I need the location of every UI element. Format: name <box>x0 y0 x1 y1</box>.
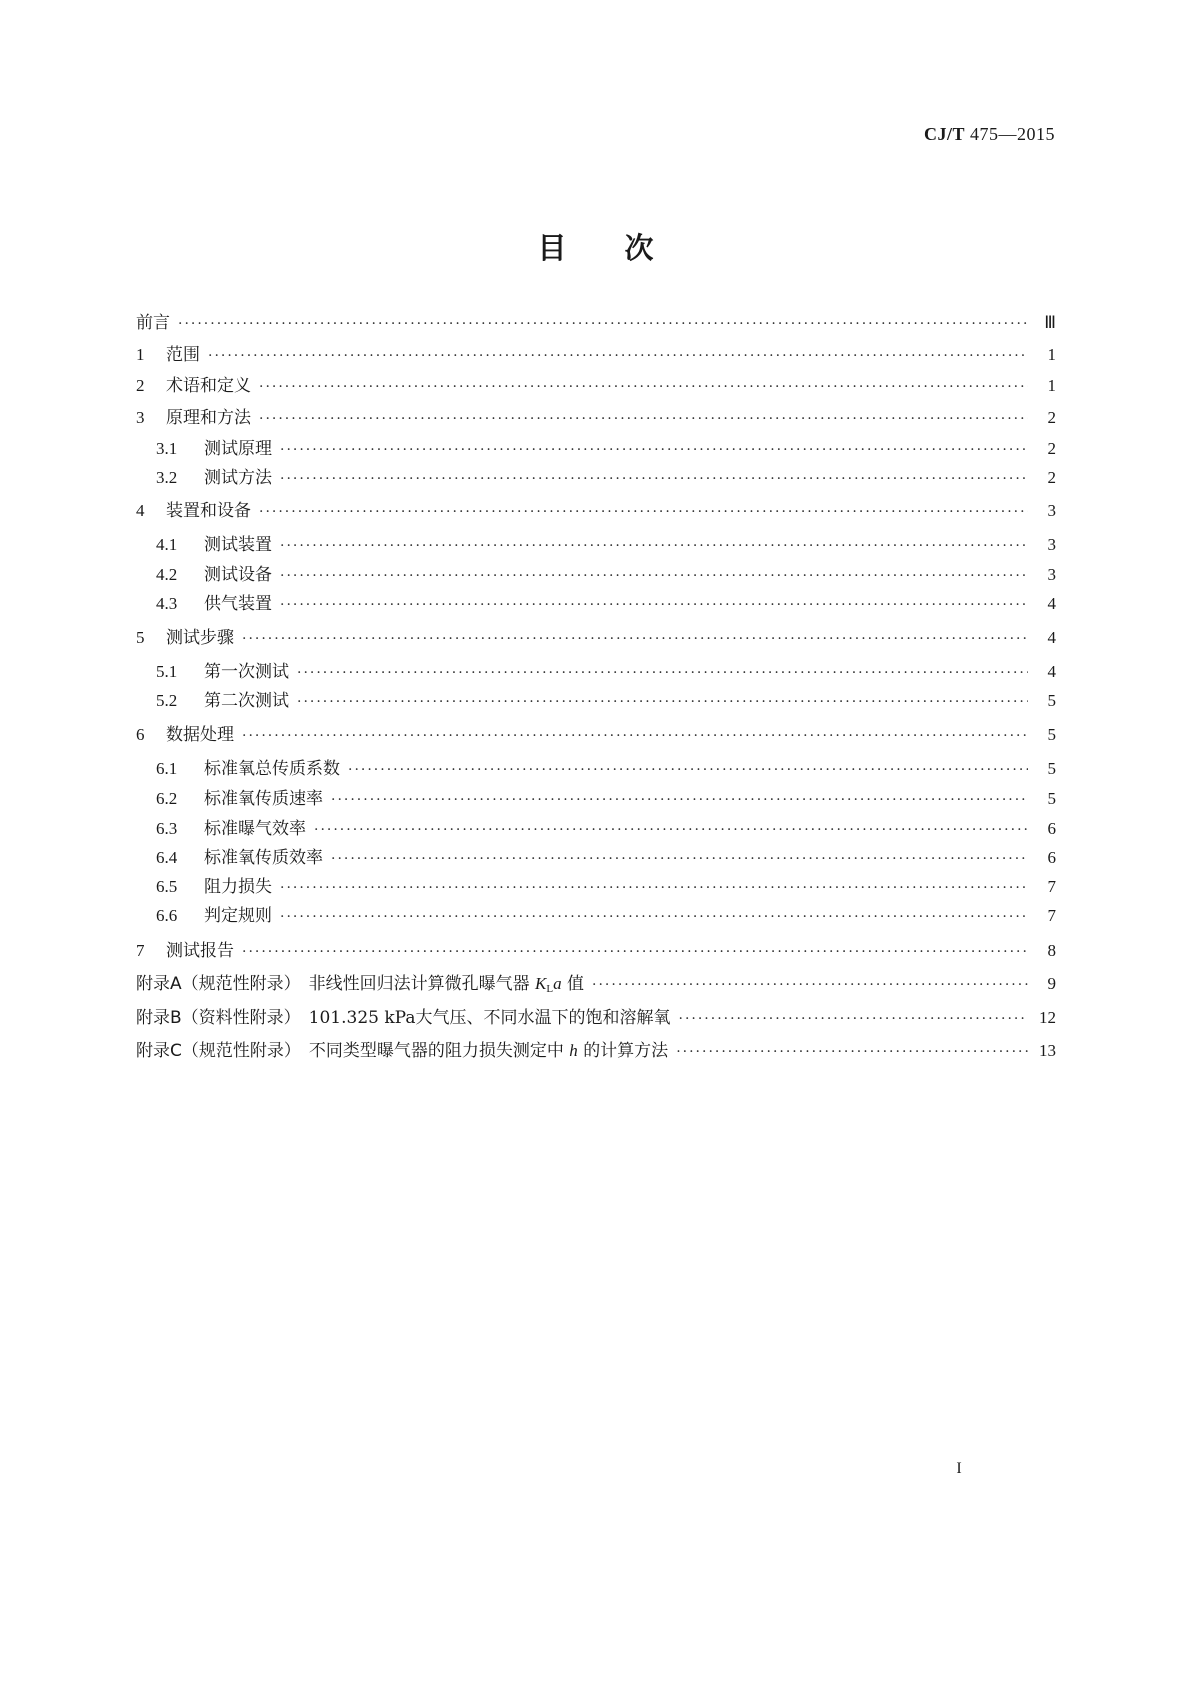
toc-entry-page: 7 <box>1047 906 1056 925</box>
toc-entry-5[interactable] <box>136 625 1056 651</box>
toc-entry-title: 标准氧总传质系数 <box>204 759 340 779</box>
toc-entry-page: 13 <box>1039 1041 1056 1060</box>
toc-entry-number: 4.3 <box>156 594 178 613</box>
toc-entry-number: 1 <box>136 345 145 364</box>
toc-entry-7[interactable] <box>136 938 1056 964</box>
toc-entry-page: 4 <box>1047 662 1056 681</box>
toc-leader-dots <box>280 563 1028 589</box>
toc-entry-page: 4 <box>1047 628 1056 647</box>
symbol-a: a <box>553 974 562 993</box>
toc-entry-1[interactable] <box>136 342 1056 368</box>
toc-leader-dots <box>280 466 1028 492</box>
standard-prefix: CJ/T <box>923 124 965 144</box>
toc-leader-dots <box>314 817 1028 843</box>
toc-entry-number: 3.1 <box>156 439 178 458</box>
toc-entry-title: 测试步骤 <box>166 628 234 648</box>
toc-entry-title: 标准曝气效率 <box>204 819 306 839</box>
toc-entry-title: 标准氧传质效率 <box>204 848 323 868</box>
toc-leader-dots <box>280 437 1028 463</box>
toc-entry-title: 范围 <box>166 345 200 365</box>
toc-entry-page: 8 <box>1047 941 1056 960</box>
toc-entry-appendix-c[interactable] <box>136 1038 1056 1064</box>
toc-entry-page: 3 <box>1047 565 1056 584</box>
toc-entry-title: 术语和定义 <box>166 376 251 396</box>
toc-entry-3-1[interactable] <box>156 436 1056 462</box>
toc-entry-preface[interactable] <box>136 310 1056 336</box>
toc-leader-dots <box>242 723 1028 749</box>
appendix-title <box>309 1038 676 1064</box>
toc-entry-title: 前言 <box>136 313 170 333</box>
toc-leader-dots <box>297 689 1028 715</box>
appendix-label: 附录B（资料性附录） <box>136 1008 301 1028</box>
toc-entry-4[interactable] <box>136 498 1056 524</box>
toc-leader-dots <box>259 406 1028 432</box>
toc-entry-title: 第二次测试 <box>204 691 289 711</box>
toc-entry-number: 6.5 <box>156 877 178 896</box>
toc-leader-dots <box>331 846 1028 872</box>
toc-entry-6-6[interactable] <box>156 903 1056 929</box>
toc-leader-dots <box>259 374 1028 400</box>
toc-entry-6-1[interactable] <box>156 756 1056 782</box>
toc-entry-page: 5 <box>1047 789 1056 808</box>
toc-entry-page: 3 <box>1047 535 1056 554</box>
toc-entry-title: 标准氧传质速率 <box>204 789 323 809</box>
toc-entry-3-2[interactable] <box>156 465 1056 491</box>
toc-entry-page: 6 <box>1047 819 1056 838</box>
appendix-title: 101.325 kPa大气压、不同水温下的饱和溶解氧 <box>308 1008 671 1028</box>
toc-entry-appendix-a[interactable] <box>136 971 1056 997</box>
toc-entry-6-4[interactable] <box>156 845 1056 871</box>
toc-entry-page: 4 <box>1047 594 1056 613</box>
toc-leader-dots <box>242 939 1028 965</box>
toc-leader-dots <box>208 343 1028 369</box>
symbol-sub-l: L <box>546 983 554 995</box>
toc-entry-2[interactable] <box>136 373 1056 399</box>
page-number: I <box>956 1460 962 1477</box>
toc-entry-page: 6 <box>1047 848 1056 867</box>
toc-entry-page: 12 <box>1039 1008 1056 1027</box>
toc-entry-5-2[interactable] <box>156 688 1056 714</box>
standard-number: 475—2015 <box>970 124 1055 144</box>
toc-entry-title: 第一次测试 <box>204 662 289 682</box>
toc-entry-page: 7 <box>1047 877 1056 896</box>
toc-entry-number: 4.2 <box>156 565 178 584</box>
toc-entry-number: 3 <box>136 408 145 427</box>
appendix-label: 附录A（规范性附录） <box>136 974 301 994</box>
toc-entry-4-1[interactable] <box>156 532 1056 558</box>
toc-entry-number: 7 <box>136 941 145 960</box>
toc-leader-dots <box>297 660 1028 686</box>
appendix-label: 附录C（规范性附录） <box>136 1041 301 1061</box>
toc-entry-number: 5.2 <box>156 691 178 710</box>
toc-leader-dots <box>178 311 1028 337</box>
symbol-h: h <box>569 1041 578 1060</box>
toc-entry-number: 5.1 <box>156 662 178 681</box>
toc-entry-page: 2 <box>1047 439 1056 458</box>
toc-entry-5-1[interactable] <box>156 659 1056 685</box>
toc-entry-number: 2 <box>136 376 145 395</box>
toc-entry-page: Ⅲ <box>1044 313 1056 332</box>
appendix-title-end: 的计算方法 <box>583 1041 669 1061</box>
standard-code <box>924 124 1055 145</box>
toc-leader-dots <box>348 757 1028 783</box>
toc-leader-dots <box>280 533 1028 559</box>
toc-entry-page: 1 <box>1047 376 1056 395</box>
toc-entry-title: 测试装置 <box>204 535 272 555</box>
appendix-title <box>309 971 592 1002</box>
page-title: 目次 <box>537 231 712 265</box>
toc-entry-title: 判定规则 <box>204 906 272 926</box>
toc-entry-title: 装置和设备 <box>166 501 251 521</box>
toc-entry-page: 5 <box>1047 691 1056 710</box>
toc-entry-number: 4 <box>136 501 145 520</box>
toc-entry-3[interactable] <box>136 405 1056 431</box>
toc-entry-title: 测试报告 <box>166 941 234 961</box>
toc-entry-title: 测试设备 <box>204 565 272 585</box>
toc-leader-dots <box>331 787 1028 813</box>
toc-entry-page: 5 <box>1047 725 1056 744</box>
toc-leader-dots <box>280 875 1028 901</box>
toc-entry-page: 9 <box>1047 974 1056 993</box>
toc-entry-number: 5 <box>136 628 145 647</box>
toc-entry-page: 3 <box>1047 501 1056 520</box>
toc-entry-number: 4.1 <box>156 535 178 554</box>
toc-entry-6-3[interactable] <box>156 816 1056 842</box>
toc-leader-dots <box>259 499 1028 525</box>
toc-entry-title: 测试原理 <box>204 439 272 459</box>
appendix-title-text: 非线性回归法计算微孔曝气器 <box>308 974 530 994</box>
toc-entry-page: 2 <box>1047 468 1056 487</box>
toc-entry-number: 6.6 <box>156 906 178 925</box>
toc-entry-number: 6.1 <box>156 759 178 778</box>
toc-entry-6-5[interactable] <box>156 874 1056 900</box>
toc-entry-4-3[interactable] <box>156 591 1056 617</box>
appendix-title-end: 值 <box>567 974 585 994</box>
toc-entry-4-2[interactable] <box>156 562 1056 588</box>
toc-leader-dots <box>242 626 1028 652</box>
toc-entry-6[interactable] <box>136 722 1056 748</box>
toc-entry-number: 3.2 <box>156 468 178 487</box>
toc-entry-6-2[interactable] <box>156 786 1056 812</box>
toc-leader-dots <box>280 592 1028 618</box>
toc-entry-title: 供气装置 <box>204 594 272 614</box>
toc-leader-dots <box>679 1006 1029 1032</box>
toc-leader-dots <box>592 972 1028 998</box>
toc-entry-number: 6.3 <box>156 819 178 838</box>
toc-entry-appendix-b[interactable] <box>136 1005 1056 1031</box>
toc-entry-title: 测试方法 <box>204 468 272 488</box>
toc-leader-dots <box>676 1039 1028 1065</box>
symbol-k: K <box>535 974 547 993</box>
toc-leader-dots <box>280 904 1028 930</box>
toc-entry-page: 1 <box>1047 345 1056 364</box>
toc-entry-title: 数据处理 <box>166 725 234 745</box>
toc-entry-page: 2 <box>1047 408 1056 427</box>
appendix-title-text: 不同类型曝气器的阻力损失测定中 <box>308 1041 564 1061</box>
toc-entry-number: 6.2 <box>156 789 178 808</box>
toc-entry-number: 6 <box>136 725 145 744</box>
toc-entry-title: 原理和方法 <box>166 408 251 428</box>
toc-entry-title: 阻力损失 <box>204 877 272 897</box>
toc-entry-number: 6.4 <box>156 848 178 867</box>
toc-entry-page: 5 <box>1047 759 1056 778</box>
